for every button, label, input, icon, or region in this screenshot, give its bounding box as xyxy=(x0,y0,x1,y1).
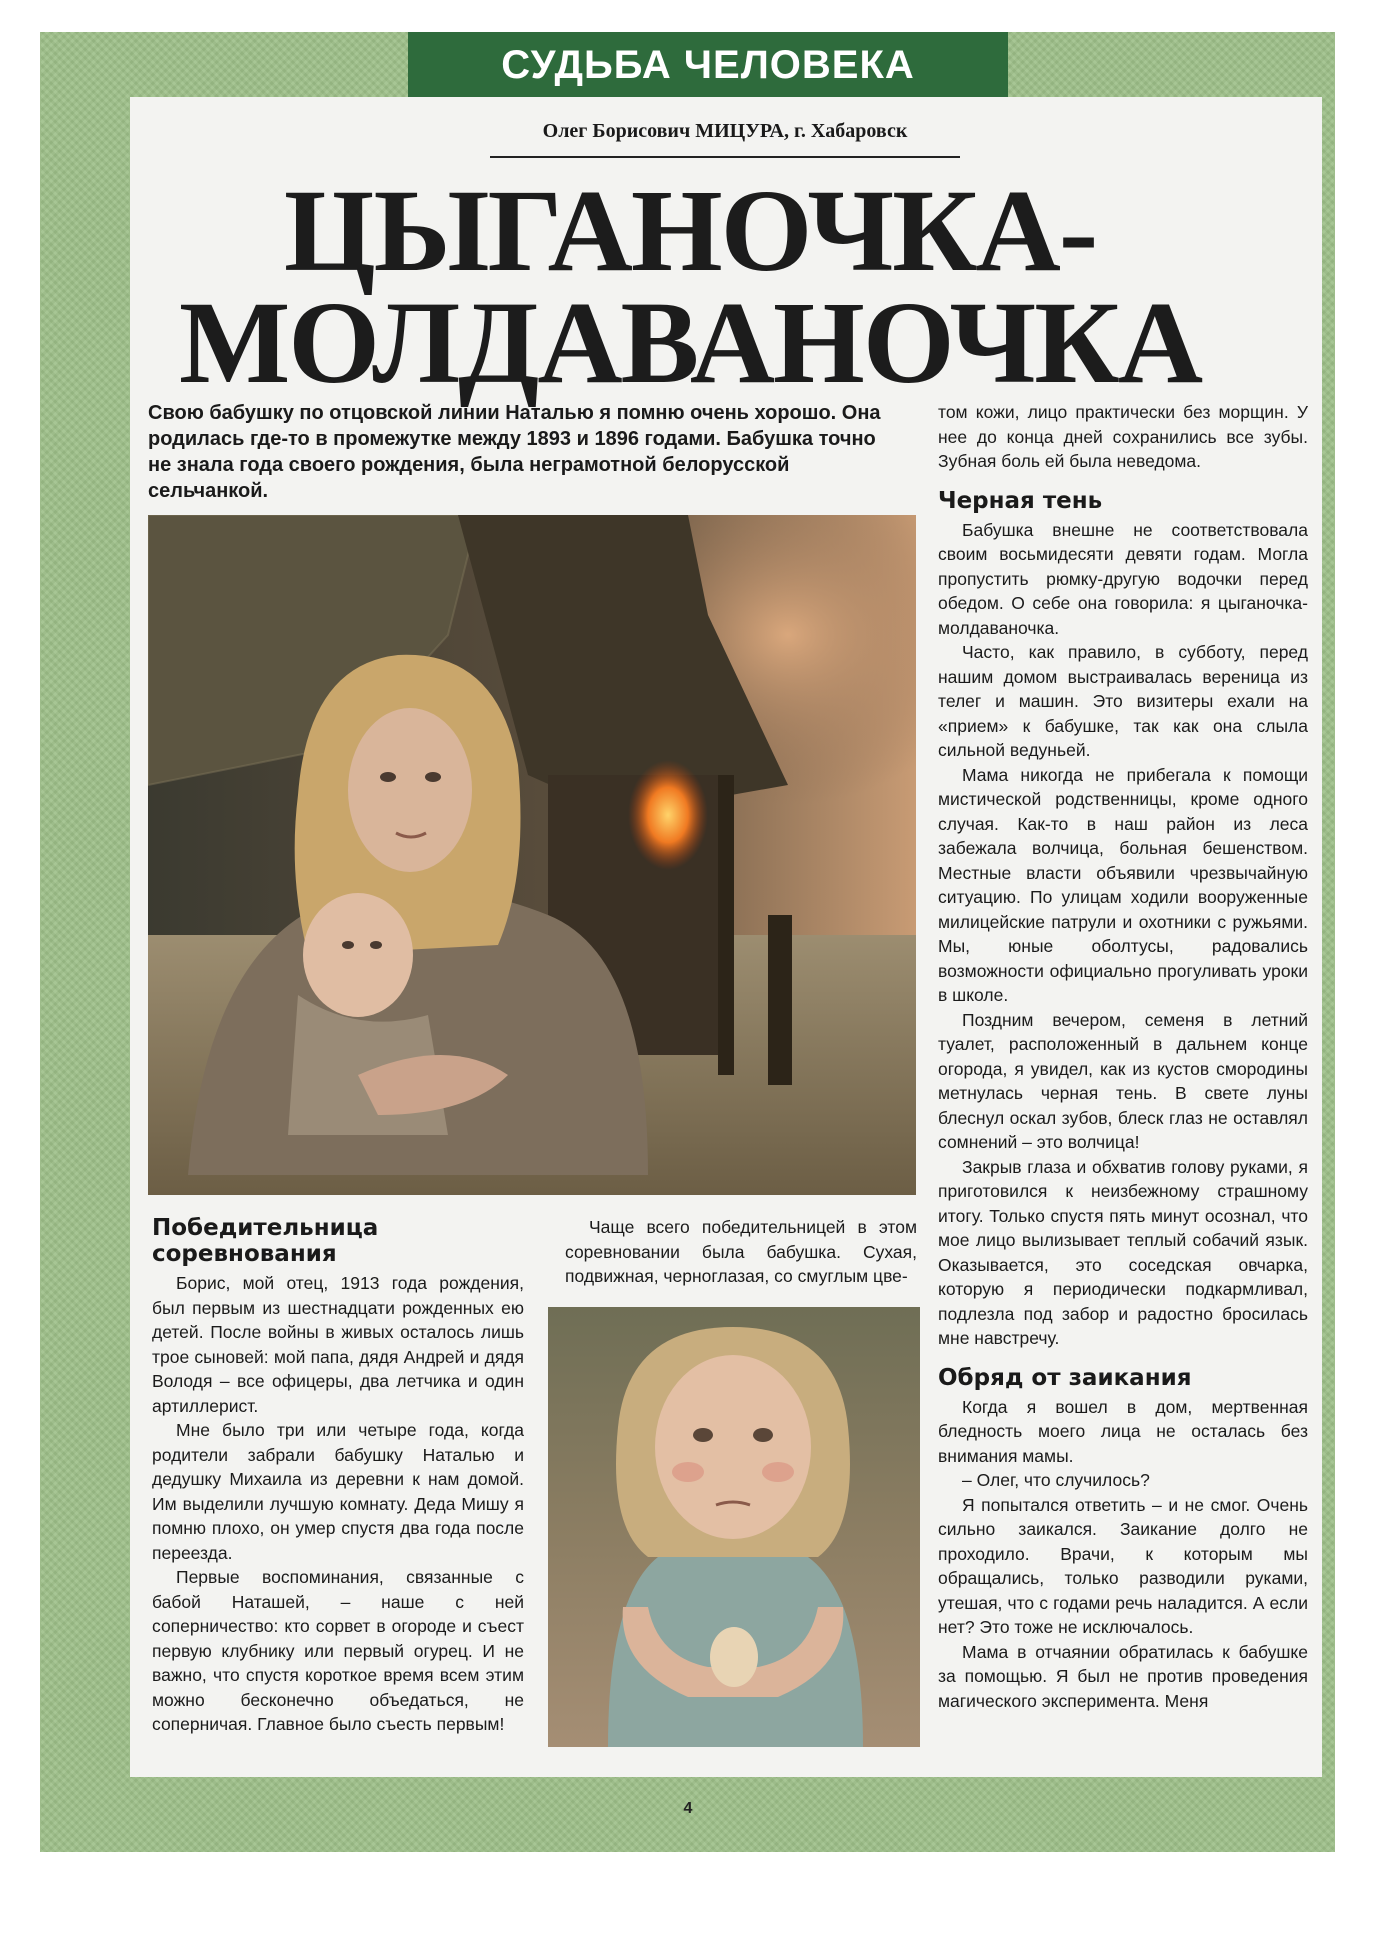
right-paragraph: Мама в отчаянии обратилась к бабушке за помощью. Я был не против проведения магического эксперимента. Меня xyxy=(938,1641,1308,1711)
main-photo-illustration xyxy=(148,515,916,1195)
headline-line-1: ЦЫГАНОЧКА- xyxy=(283,165,1097,296)
author-byline: Олег Борисович МИЦУРА, г. Хабаровск xyxy=(542,120,908,142)
rubric-header: СУДЬБА ЧЕЛОВЕКА xyxy=(408,32,1008,98)
right-paragraph: том кожи, лицо практически без морщин. У нее до конца дней сохранились все зубы. Зубная боль ей была неведома. xyxy=(938,402,1308,471)
middle-paragraph: Чаще всего победительницей в этом соревновании была бабушка. Сухая, подвижная, черноглазая, со смуглым цве- xyxy=(565,1217,917,1286)
right-paragraph: – Олег, что случилось? xyxy=(962,1470,1150,1490)
left-column xyxy=(152,1215,524,1737)
right-paragraph: Я попытался ответить – и не смог. Очень сильно заикался. Заикание долго не проходило. Врачи, к которым мы обращались, только разводили руками, утешая, что с годами речь наладится. А если нет? Это тоже не исключалось. xyxy=(938,1494,1308,1637)
subheading-stutter-ritual: Обряд от заикания xyxy=(938,1364,1192,1391)
right-paragraph: Бабушка внешне не соответствовала своим восьмидесяти девяти годам. Могла пропустить рюмку-другую водочки перед обедом. О себе она говорила: я цыганочка-молдаваночка. xyxy=(938,519,1308,638)
headline-line-2: МОЛДАВАНОЧКА xyxy=(178,277,1202,408)
right-paragraph: Когда я вошел в дом, мертвенная бледность моего лица не осталась без внимания мамы. xyxy=(938,1396,1308,1466)
middle-column xyxy=(565,1215,917,1289)
byline-divider xyxy=(490,156,960,158)
subheading-competition-winner: Победительница соревнования xyxy=(152,1215,379,1267)
left-paragraph: Первые воспоминания, связанные с бабой Наташей, – наше с ней соперничество: кто сорвет в огороде и съест первую клубнику или первый огурец. И не важно, что спустя короткое время всем этим можно бесконечно объедаться, не соперничая. Главное было съесть первым! xyxy=(152,1567,524,1734)
article-lead: Свою бабушку по отцовской линии Наталью я помню очень хорошо. Она родилась где-то в промежутке между 1893 и 1896 годами. Бабушка точно не знала года своего рождения, была неграмотной белорусской сельчанкой. xyxy=(148,402,881,502)
right-paragraph: Поздним вечером, семеня в летний туалет, расположенный в дальнем конце огорода, я увидел, как из кустов смородины метнулась черная тень. В свете луны блеснул оскал зубов, блеск глаз не оставлял сомнений – это волчица! xyxy=(938,1009,1308,1152)
article-headline xyxy=(135,165,1245,408)
child-photo-illustration xyxy=(548,1307,920,1747)
right-paragraph: Мама никогда не прибегала к помощи мистической родственницы, кроме одного случая. Как-то в наш район из леса забежала волчица, больная бешенством. Местные власти объявили чрезвычайную ситуацию. По улицам ходили вооруженные милицейские патрули и охотники с ружьями. Мы, юные оболтусы, радовались возможности официально прогуливать уроки в школе. xyxy=(938,764,1308,1005)
right-column xyxy=(938,400,1308,1713)
right-paragraph: Закрыв глаза и обхватив голову руками, я приготовился к неизбежному страшному итогу. Только спустя пять минут осознал, что мое лицо вылизывает теплый собачий язык. Оказывается, это соседская овчарка, которую я периодически подкармливал, подлезла под забор и радостно бросилась мне навстречу. xyxy=(938,1156,1308,1348)
page-number: 4 xyxy=(683,1800,693,1817)
child-photo xyxy=(548,1307,920,1747)
main-photo xyxy=(148,515,916,1195)
subheading-black-shadow: Черная тень xyxy=(938,487,1103,514)
right-paragraph: Часто, как правило, в субботу, перед нашим домом выстраивалась вереница из телег и машин. Это визитеры ехали на «прием» к бабушке, так как она слыла сильной ведуньей. xyxy=(938,642,1308,760)
left-paragraph: Мне было три или четыре года, когда родители забрали бабушку Наталью и дедушку Михаила из деревни к нам домой. Им выделили лучшую комнату. Деда Мишу я помню плохо, он умер спустя два года после переезда. xyxy=(152,1420,524,1563)
left-paragraph: Борис, мой отец, 1913 года рождения, был первым из шестнадцати рожденных ею детей. После войны в живых осталось лишь трое сыновей: мой папа, дядя Андрей и дядя Володя – все офицеры, два летчика и один артиллерист. xyxy=(152,1273,524,1416)
